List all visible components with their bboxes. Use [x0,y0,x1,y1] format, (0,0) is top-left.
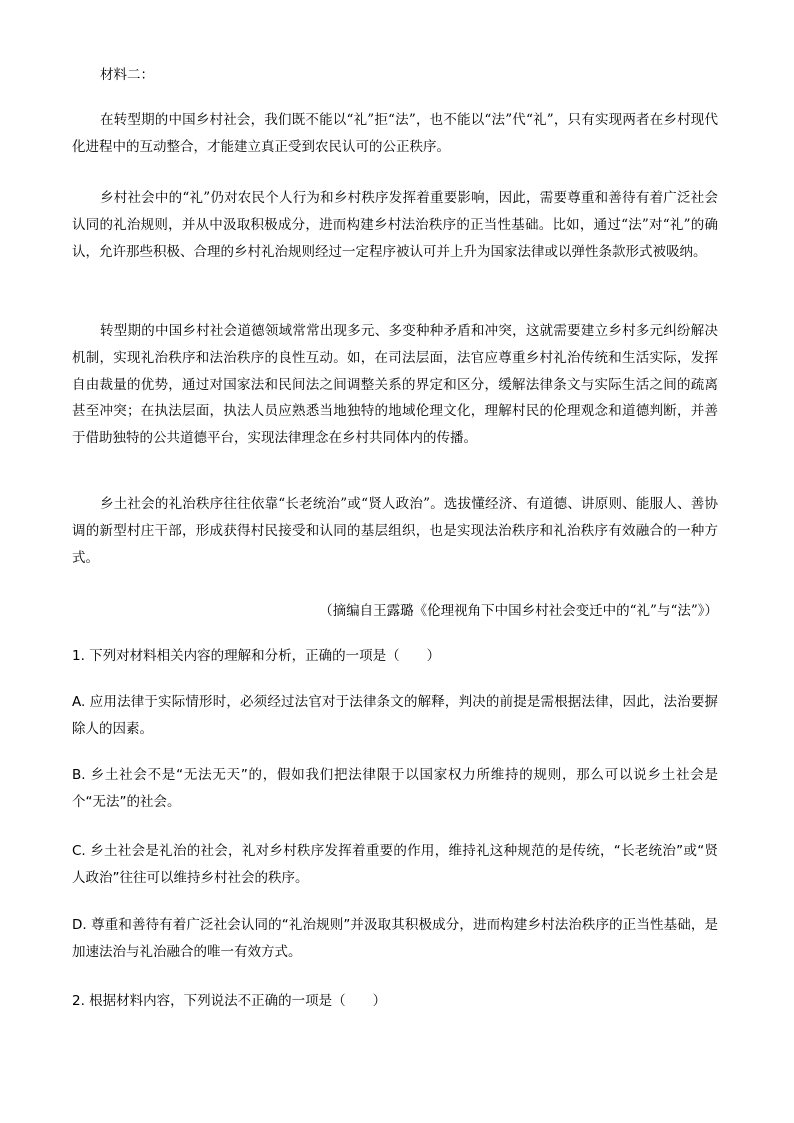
material-title: 材料二： [100,67,154,83]
question-1-option-c: C. 乡土社会是礼治的社会，礼对乡村秩序发挥着重要的作用，维持礼这种规范的是传统，“长老统治”或“贤人政治”往往可以维持乡村社会的秩序。 [72,843,718,886]
paragraph-3: 转型期的中国乡村社会道德领域常常出现多元、多变种种矛盾和冲突，这就需要建立乡村多元纠纷解决机制，实现礼治秩序和法治秩序的良性互动。如，在司法层面，法官应尊重乡村礼治传统和生活实际，发挥自由裁量的优势，通过对国家法和民间法之间调整关系的界定和区分，缓解法律条文与实际生活之间的疏离甚至冲突；在执法层面，执法人员应熟悉当地独特的地域伦理文化，理解村民的伦理观念和道德判断，并善于借助独特的公共道德平台，实现法律理念在乡村共同体内的传播。 [72,323,718,447]
paragraph-2: 乡村社会中的“礼”仍对农民个人行为和乡村秩序发挥着重要影响，因此，需要尊重和善待有着广泛社会认同的礼治规则，并从中汲取积极成分，进而构建乡村法治秩序的正当性基础。比如，通过“法”对“礼”的确认，允许那些积极、合理的乡村礼治规则经过一定程序被认可并上升为国家法律或以弹性条款形式被吸纳。 [72,190,718,260]
question-2-stem: 2. 根据材料内容，下列说法不正确的一项是（ ） [72,993,387,1009]
paragraph-1: 在转型期的中国乡村社会，我们既不能以“礼”拒“法”，也不能以“法”代“礼”，只有实现两者在乡村现代化进程中的互动整合，才能建立真正受到农民认可的公正秩序。 [72,112,718,155]
question-1-stem: 1. 下列对材料相关内容的理解和分析，正确的一项是（ ） [72,648,441,664]
question-1-option-b: B. 乡土社会不是“无法无天”的，假如我们把法律限于以国家权力所维持的规则，那么可以说乡土社会是个“无法”的社会。 [72,767,718,810]
source-citation: （摘编自王露璐《伦理视角下中国乡村社会变迁中的“礼”与“法”》） [319,603,718,619]
question-1-option-d: D. 尊重和善待有着广泛社会认同的“礼治规则”并汲取其积极成分，进而构建乡村法治秩序的正当性基础，是加速法治与礼治融合的唯一有效方式。 [72,917,718,960]
question-1-option-a: A. 应用法律于实际情形时，必须经过法官对于法律条文的解释，判决的前提是需根据法律，因此，法治要摒除人的因素。 [72,694,718,737]
paragraph-4: 乡土社会的礼治秩序往往依靠“长老统治”或“贤人政治”。选拔懂经济、有道德、讲原则、能服人、善协调的新型村庄干部，形成获得村民接受和认同的基层组织，也是实现法治秩序和礼治秩序有效融合的一种方式。 [72,496,718,566]
